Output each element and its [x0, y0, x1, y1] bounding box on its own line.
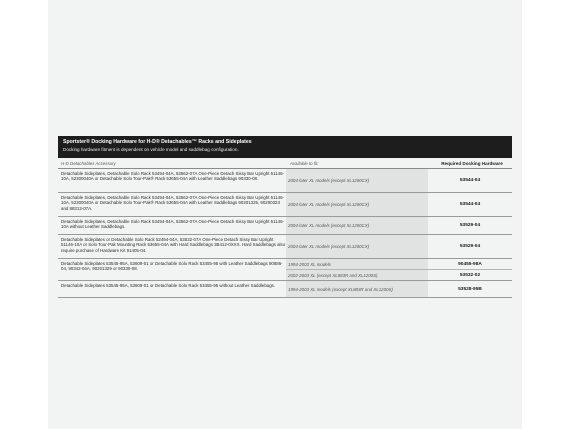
- docking-hardware-table: [58, 136, 512, 298]
- part-number: 53529-04: [459, 223, 481, 228]
- part-number: 90455-98A: [458, 261, 482, 267]
- accessory-cell: Detachable Sideplates or Detachable Solo Rack 52494-04A, 53532-07A One-Piece Detach Sissy Bar Upright 51146-10A or Solo Tour-Pak Mounting Rack 53655-04A with Hard Saddlebags 3B412-0XXX. Hard Saddlebags also require purchase of Hardware Kit 91405-04.: [61, 237, 286, 253]
- fitment-models: 1994-2003 XL models (except XL883R and XL1200S): [286, 281, 428, 297]
- accessory-cell: Detachable Sideplates, Detachable Solo Rack 53494-04A, 53562-07A One-Piece Detach Sissy Bar Upright 51146-10A, 52300040A or Detachable Solo Tour-Pak® Rack 53655-04A with Leather Saddlebags 90201325, 90200323 and 88312-07A.: [61, 195, 284, 211]
- fitment-entry: [286, 281, 512, 297]
- table-subtitle: Docking hardware fitment is dependent on vehicle model and saddlebag configuration.: [63, 147, 239, 152]
- column-headers: [58, 158, 512, 169]
- fitment-models: 2004-later XL models (except XL1200CX): [286, 169, 428, 192]
- part-number: 53529-04: [459, 244, 481, 249]
- column-header-fits: Available to fit:: [290, 160, 319, 166]
- fitment-models: 2004-later XL models (except XL1200CX): [286, 193, 428, 216]
- fitment-models: 1994-2003 XL models: [286, 259, 428, 269]
- table-row: [58, 193, 512, 217]
- fitment-entry: [286, 269, 512, 280]
- table-row: [58, 259, 512, 281]
- part-number: 53544-04: [459, 178, 481, 183]
- table-header-bar: [58, 136, 512, 158]
- accessory-cell: Detachable Sideplates, Detachable Solo Rack 53494-04A, 53562-07A One-Piece Detach Sissy Bar Upright 51146-10A without Leather Saddlebags.: [61, 219, 284, 230]
- fitment-entry: [286, 217, 512, 234]
- fitment-models: 2004-later XL models (except XL1200CX): [286, 235, 428, 258]
- column-header-part: Required Docking Hardware: [441, 160, 503, 166]
- accessory-cell: Detachable Sideplates 53545-95A, 53609-01 or Detachable Solo Rack 53455-95 without Leather Saddlebags.: [61, 283, 276, 288]
- fitment-entry: [286, 193, 512, 216]
- table-row: [58, 169, 512, 193]
- table-title: Sportster® Docking Hardware for H-D® Detachables™ Racks and Sideplates: [63, 139, 252, 145]
- fitment-entry: [286, 169, 512, 192]
- fitment-entry: [286, 259, 512, 269]
- part-number: 53532-02: [459, 272, 481, 278]
- accessory-cell: Detachable Sideplates, Detachable Solo Rack 53494-04A, 53562-07A One-Piece Detach Sissy Bar Upright 51146-10A, 52300040A or Detachable Solo Tour-Pak® Rack 53655-04A with Leather Saddlebags 90330-08.: [61, 171, 284, 182]
- part-number: 53544-04: [459, 202, 481, 207]
- fitment-entry: [286, 235, 512, 258]
- fitment-models: 2004-later XL models (except XL1200CX): [286, 217, 428, 234]
- accessory-cell: Detachable Sideplates 53545-95A, 53609-01 or Detachable Solo Rack 53455-95 with Leather Saddlebags 90886-04, 90342-04A, 90201329 or 90330-08.: [61, 261, 283, 272]
- table-row: [58, 281, 512, 298]
- fitment-models: 2002-2003 XL (except XL883R and XL1200S): [286, 270, 428, 280]
- table-row: [58, 217, 512, 235]
- part-number: 53528-95B: [458, 286, 482, 292]
- column-header-accessory: H-D Detachables Accessory: [61, 160, 116, 166]
- table-row: [58, 235, 512, 259]
